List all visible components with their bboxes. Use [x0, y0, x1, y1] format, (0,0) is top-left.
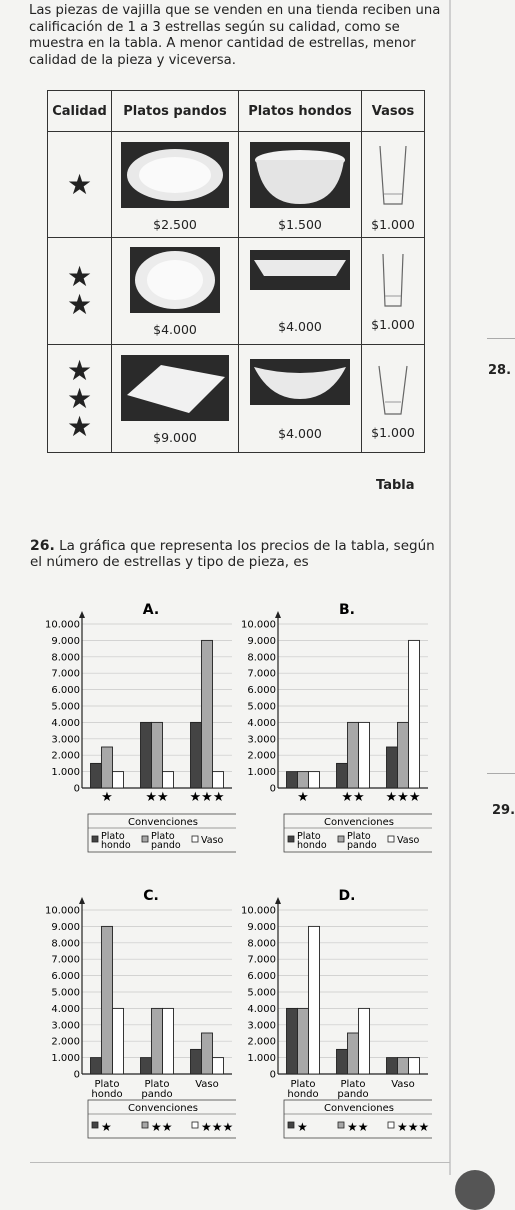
- y-tick-label: 10.000: [241, 905, 276, 917]
- x-tick-label: hondo: [91, 1089, 123, 1100]
- y-tick-label: 7.000: [247, 668, 276, 680]
- table-row: [48, 238, 425, 345]
- y-tick-label: 4.000: [51, 717, 80, 729]
- bar: [163, 1008, 174, 1074]
- y-tick-label: 6.000: [247, 685, 276, 697]
- bar: [141, 722, 152, 788]
- x-tick-label: pando: [337, 1089, 369, 1100]
- legend-label: hondo: [297, 840, 327, 851]
- price-label: $1.000: [371, 424, 415, 440]
- star-icon: ★★★: [66, 353, 93, 443]
- bar: [213, 772, 224, 788]
- header-platos-pandos: Platos pandos: [112, 91, 239, 132]
- bar: [102, 926, 113, 1074]
- legend-swatch: [192, 836, 198, 842]
- y-tick-label: 9.000: [51, 921, 80, 933]
- bar: [287, 1008, 298, 1074]
- y-axis-arrow: [275, 611, 281, 618]
- y-tick-label: 2.000: [51, 1036, 80, 1048]
- x-tick-label: Plato: [340, 1079, 366, 1090]
- y-tick-label: 4.000: [247, 1003, 276, 1015]
- quality-cell: [48, 238, 112, 345]
- bar: [387, 747, 398, 788]
- legend-label: pando: [347, 840, 377, 851]
- x-tick-label: Plato: [290, 1079, 316, 1090]
- bar: [359, 722, 370, 788]
- y-axis-arrow: [79, 611, 85, 618]
- quality-cell: [48, 132, 112, 238]
- glass-image: [376, 142, 410, 208]
- divider: [487, 338, 515, 339]
- bar: [387, 1058, 398, 1074]
- legend-swatch: [142, 1122, 148, 1128]
- bar: [398, 722, 409, 788]
- y-tick-label: 2.000: [51, 750, 80, 762]
- y-tick-label: 2.000: [247, 1036, 276, 1048]
- deep-plate-image: [250, 359, 350, 405]
- bar: [141, 1058, 152, 1074]
- legend-swatch: [288, 836, 294, 842]
- bar: [152, 1008, 163, 1074]
- x-tick-label: hondo: [287, 1089, 319, 1100]
- legend-label: hondo: [101, 840, 131, 851]
- y-axis-arrow: [275, 897, 281, 904]
- x-tick-label: ★: [297, 790, 309, 805]
- y-tick-label: 7.000: [51, 954, 80, 966]
- y-tick-label: 8.000: [51, 938, 80, 950]
- bar: [163, 772, 174, 788]
- legend-swatch: [388, 836, 394, 842]
- question-26: [30, 538, 450, 570]
- product-cell: [362, 132, 425, 238]
- bar: [359, 1008, 370, 1074]
- bar: [348, 722, 359, 788]
- bar: [409, 1058, 420, 1074]
- bar: [309, 926, 320, 1074]
- intro-paragraph: Las piezas de vajilla que se venden en una tienda reciben una calificación de 1 a 3 estrellas según su calidad, como se muestra en la tabla. A menor cantidad de estrellas, menor calidad de la pieza y viceversa.: [29, 3, 441, 68]
- flat-plate-image: [121, 142, 229, 208]
- chart-label: B.: [339, 602, 355, 618]
- price-label: $1.000: [371, 317, 415, 332]
- x-tick-label: ★: [101, 790, 113, 805]
- y-tick-label: 1.000: [51, 767, 80, 779]
- y-tick-label: 3.000: [51, 734, 80, 746]
- y-tick-label: 3.000: [247, 734, 276, 746]
- question-number: 26.: [30, 538, 55, 554]
- divider: [30, 1162, 450, 1163]
- legend-swatch: [142, 836, 148, 842]
- legend-label: Plato: [347, 831, 371, 842]
- y-axis-arrow: [79, 897, 85, 904]
- question-number-28: 28.: [488, 363, 512, 378]
- product-cell: [362, 238, 425, 345]
- legend-swatch: [338, 1122, 344, 1128]
- legend-swatch: [92, 836, 98, 842]
- question-text: La gráfica que representa los precios de la tabla, según el número de estrellas y tipo de pieza, es: [30, 538, 435, 570]
- product-cell: [112, 345, 239, 453]
- legend-label: Plato: [297, 831, 321, 842]
- legend-title: Convenciones: [128, 817, 198, 828]
- price-label: $1.500: [278, 216, 322, 232]
- chart-label: A.: [142, 602, 160, 618]
- legend-swatch: [192, 1122, 198, 1128]
- legend-title: Convenciones: [324, 1103, 394, 1114]
- chart-option-a[interactable]: [40, 592, 236, 860]
- bar: [337, 763, 348, 788]
- deep-plate-image: [250, 250, 350, 290]
- legend-label: Plato: [151, 831, 175, 842]
- y-tick-label: 6.000: [247, 971, 276, 983]
- product-cell: [239, 132, 362, 238]
- product-cell: [362, 345, 425, 453]
- bar: [337, 1049, 348, 1074]
- y-tick-label: 10.000: [45, 619, 80, 631]
- bar: [348, 1033, 359, 1074]
- x-tick-label: ★★: [341, 790, 365, 805]
- y-tick-label: 0: [269, 1069, 276, 1081]
- x-tick-label: ★★★: [385, 790, 421, 805]
- table-row: [48, 132, 425, 238]
- bar: [113, 772, 124, 788]
- y-tick-label: 3.000: [247, 1020, 276, 1032]
- table-header-row: [48, 91, 425, 132]
- page-marker: [455, 1170, 495, 1210]
- chart-label: C.: [143, 888, 159, 904]
- y-tick-label: 2.000: [247, 750, 276, 762]
- star-icon: ★★: [66, 260, 93, 321]
- price-label: $2.500: [153, 216, 197, 232]
- legend-label: pando: [151, 840, 181, 851]
- bar-chart: [40, 592, 236, 860]
- table-caption: Tabla: [376, 478, 415, 493]
- header-platos-hondos: Platos hondos: [239, 91, 362, 132]
- legend-label: Vaso: [201, 835, 224, 846]
- legend-label: ★★★: [201, 1120, 234, 1134]
- y-tick-label: 5.000: [51, 701, 80, 713]
- price-table: [47, 90, 425, 453]
- price-label: $4.000: [278, 425, 322, 441]
- bar: [113, 1008, 124, 1074]
- table-row: [48, 345, 425, 453]
- y-tick-label: 0: [73, 783, 80, 795]
- legend-label: ★★★: [397, 1120, 430, 1134]
- y-tick-label: 5.000: [51, 987, 80, 999]
- bar: [309, 772, 320, 788]
- y-tick-label: 9.000: [247, 635, 276, 647]
- y-tick-label: 1.000: [247, 767, 276, 779]
- quality-cell: [48, 345, 112, 453]
- bar: [298, 772, 309, 788]
- legend-label: Vaso: [397, 835, 420, 846]
- y-tick-label: 0: [269, 783, 276, 795]
- legend-label: ★: [101, 1120, 112, 1134]
- legend-label: ★★: [151, 1120, 173, 1134]
- product-cell: [239, 238, 362, 345]
- bar-chart: [236, 878, 432, 1146]
- chart-option-c[interactable]: [40, 878, 236, 1146]
- bar: [298, 1008, 309, 1074]
- x-tick-label: Vaso: [195, 1079, 219, 1090]
- x-tick-label: ★★: [145, 790, 169, 805]
- legend-swatch: [92, 1122, 98, 1128]
- y-tick-label: 0: [73, 1069, 80, 1081]
- question-number-29: 29.: [492, 803, 515, 818]
- header-vasos: Vasos: [362, 91, 425, 132]
- y-tick-label: 1.000: [247, 1053, 276, 1065]
- y-tick-label: 1.000: [51, 1053, 80, 1065]
- y-tick-label: 7.000: [51, 668, 80, 680]
- product-cell: [239, 345, 362, 453]
- header-calidad: Calidad: [48, 91, 112, 132]
- flat-plate-image: [130, 247, 220, 313]
- legend-label: Plato: [101, 831, 125, 842]
- x-tick-label: ★★★: [189, 790, 225, 805]
- price-label: $9.000: [153, 429, 197, 445]
- y-tick-label: 4.000: [51, 1003, 80, 1015]
- y-tick-label: 6.000: [51, 971, 80, 983]
- bar-chart: [236, 592, 432, 860]
- chart-label: D.: [338, 888, 356, 904]
- chart-option-b[interactable]: [236, 592, 432, 860]
- price-label: $4.000: [153, 322, 197, 337]
- bar-chart: [40, 878, 236, 1146]
- legend-swatch: [338, 836, 344, 842]
- y-tick-label: 10.000: [45, 905, 80, 917]
- bar: [191, 722, 202, 788]
- price-label: $4.000: [278, 319, 322, 334]
- y-tick-label: 3.000: [51, 1020, 80, 1032]
- bar: [152, 722, 163, 788]
- y-tick-label: 8.000: [247, 938, 276, 950]
- x-tick-label: Vaso: [391, 1079, 415, 1090]
- bar: [102, 747, 113, 788]
- deep-plate-image: [250, 142, 350, 208]
- star-icon: ★: [66, 167, 93, 201]
- glass-image: [380, 252, 406, 308]
- product-cell: [112, 238, 239, 345]
- y-tick-label: 8.000: [247, 652, 276, 664]
- x-tick-label: pando: [141, 1089, 173, 1100]
- bar: [202, 640, 213, 788]
- bar: [409, 640, 420, 788]
- y-tick-label: 9.000: [51, 635, 80, 647]
- x-tick-label: Plato: [94, 1079, 120, 1090]
- bar: [287, 772, 298, 788]
- y-tick-label: 7.000: [247, 954, 276, 966]
- y-tick-label: 5.000: [247, 701, 276, 713]
- y-tick-label: 6.000: [51, 685, 80, 697]
- legend-swatch: [288, 1122, 294, 1128]
- y-tick-label: 8.000: [51, 652, 80, 664]
- y-tick-label: 5.000: [247, 987, 276, 999]
- bar: [398, 1058, 409, 1074]
- square-plate-image: [121, 355, 229, 421]
- x-tick-label: Plato: [144, 1079, 170, 1090]
- price-label: $1.000: [371, 216, 415, 232]
- y-tick-label: 9.000: [247, 921, 276, 933]
- legend-title: Convenciones: [324, 817, 394, 828]
- divider: [487, 773, 515, 774]
- bar: [213, 1058, 224, 1074]
- bar: [91, 763, 102, 788]
- legend-title: Convenciones: [128, 1103, 198, 1114]
- legend-swatch: [388, 1122, 394, 1128]
- chart-option-d[interactable]: [236, 878, 432, 1146]
- bar: [191, 1049, 202, 1074]
- product-cell: [112, 132, 239, 238]
- bar: [202, 1033, 213, 1074]
- glass-image: [376, 360, 410, 416]
- legend-label: ★★: [347, 1120, 369, 1134]
- column-divider: [449, 0, 451, 1175]
- y-tick-label: 10.000: [241, 619, 276, 631]
- legend-label: ★: [297, 1120, 308, 1134]
- y-tick-label: 4.000: [247, 717, 276, 729]
- bar: [91, 1058, 102, 1074]
